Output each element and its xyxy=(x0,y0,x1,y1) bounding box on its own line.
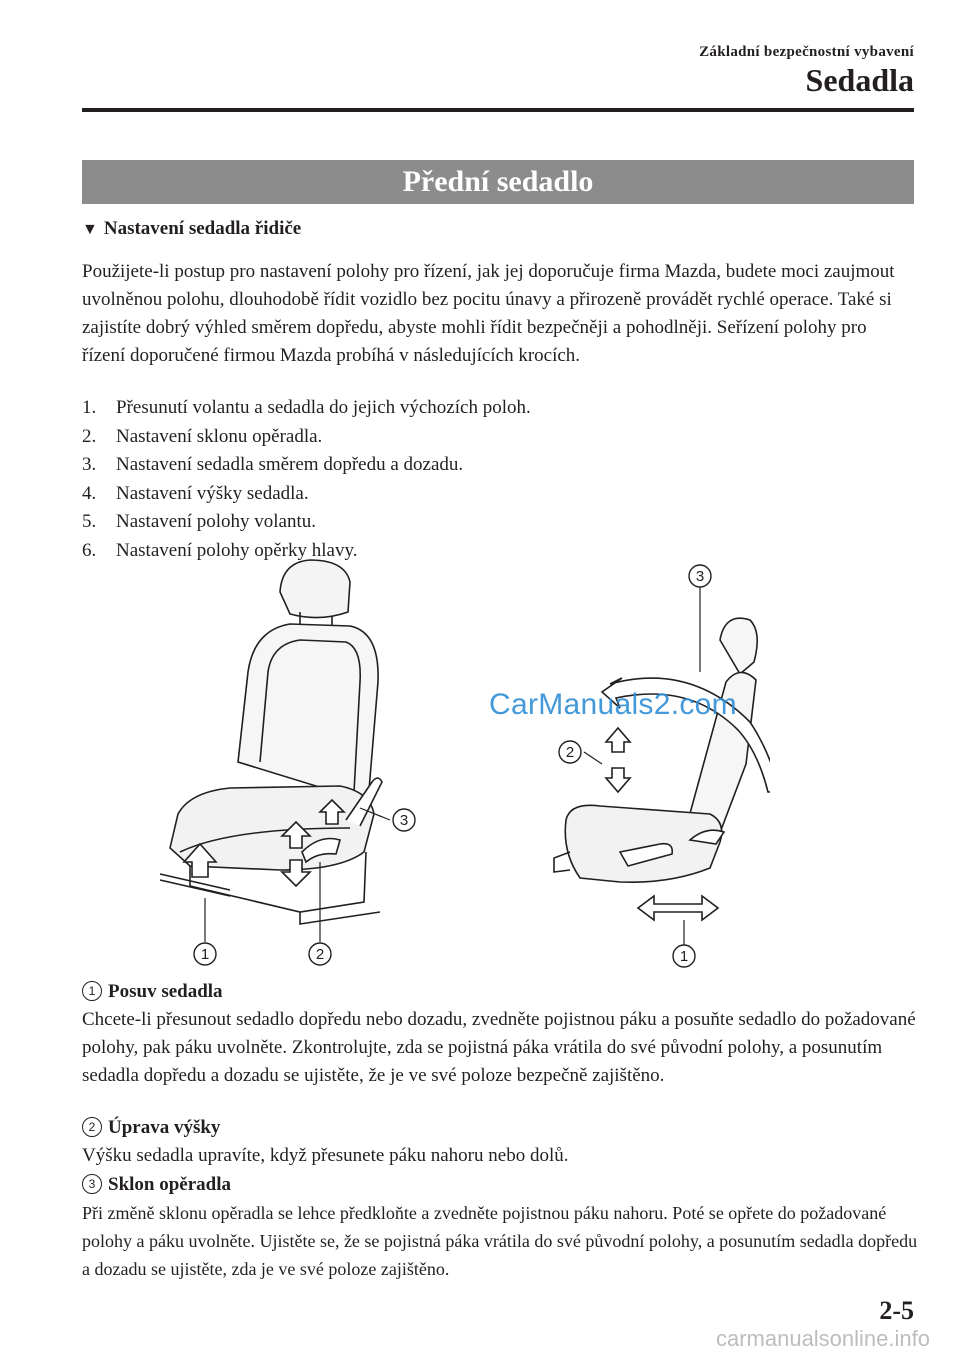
list-item: 2. Nastavení sklonu opěradla. xyxy=(82,425,323,447)
footer-watermark: carmanualsonline.info xyxy=(715,1326,930,1351)
page-number: 2-5 xyxy=(879,1296,914,1325)
section-banner: Přední sedadlo xyxy=(82,160,914,204)
list-item: 4. Nastavení výšky sedadla. xyxy=(82,482,309,504)
list-item: 5. Nastavení polohy volantu. xyxy=(82,511,316,532)
steps-list xyxy=(82,394,531,565)
callout-label: 2 xyxy=(315,946,325,963)
callout-label: 3 xyxy=(399,812,409,829)
running-header-title: Sedadla xyxy=(805,62,914,98)
description-text: Výšku sedadla upravíte, když přesunete páku nahoru nebo dolů. xyxy=(82,1145,569,1166)
seat-adjustment-illustration xyxy=(150,552,770,972)
running-header-subtitle: Základní bezpečnostní vybavení xyxy=(699,44,914,60)
description-label: Sklon opěradla xyxy=(108,1174,232,1195)
list-item: 1. Přesunutí volantu a sedadla do jejich výchozích poloh. xyxy=(82,397,531,418)
list-item: 3. Nastavení sedadla směrem dopředu a dozadu. xyxy=(82,454,464,475)
description-height xyxy=(82,1114,918,1170)
seat-side-view-drawing xyxy=(554,618,757,882)
description-recline xyxy=(82,1170,918,1283)
subsection-heading xyxy=(82,218,301,240)
list-item: 6. Nastavení polohy opěrky hlavy. xyxy=(82,539,358,561)
callout-label: 1 xyxy=(679,948,689,965)
callout-2-icon: 2 xyxy=(82,1117,102,1137)
description-text: Chcete-li přesunout sedadlo dopředu nebo dozadu, zvedněte pojistnou páku a posuňte sedadlo do požadované polohy, pak páku uvolněte. Zkontrolujte, zda se pojistná páka vrátila do své původní polohy, a posunutím sedadla dopředu a dozadu se ujistěte, že je ve své poloze bezpečně zajištěno. xyxy=(82,1009,916,1086)
callout-1-icon: 1 xyxy=(82,981,102,1001)
subsection-heading-text: Nastavení sedadla řidiče xyxy=(103,218,302,239)
header-divider xyxy=(82,108,914,112)
intro-paragraph: Použijete-li postup pro nastavení polohy pro řízení, jak jej doporučuje firma Mazda, budete moci zaujmout uvolněnou polohu, dlouhodobě řídit vozidlo bez pocitu únavy a přirozeně provádět rychlé operace. Také si zajistíte dobrý výhled směrem dopředu, abyste mohli řídit bezpečněji a pohodlněji. Seřízení polohy pro řízení doporučené firmou Mazda probíhá v následujících krocích. xyxy=(82,261,895,366)
watermark-text: CarManuals2.com xyxy=(489,688,737,721)
callout-label: 3 xyxy=(695,568,705,585)
description-label: Posuv sedadla xyxy=(108,981,223,1002)
callout-label: 1 xyxy=(200,946,210,963)
description-label: Úprava výšky xyxy=(108,1117,221,1138)
description-seat-slide xyxy=(82,978,918,1090)
triangle-marker-icon: ▼ xyxy=(82,221,98,238)
description-text: Při změně sklonu opěradla se lehce předkloňte a zvedněte pojistnou páku nahoru. Poté se opřete do požadované polohy a páku uvolněte. Ujistěte se, že se pojistná páka vrátila do své původní polohy, a posunutím sedadla dopředu a dozadu se ujistěte, zda je ve své poloze zajištěno. xyxy=(82,1203,918,1279)
callout-3-icon: 3 xyxy=(82,1174,102,1194)
callout-label: 2 xyxy=(565,744,575,761)
